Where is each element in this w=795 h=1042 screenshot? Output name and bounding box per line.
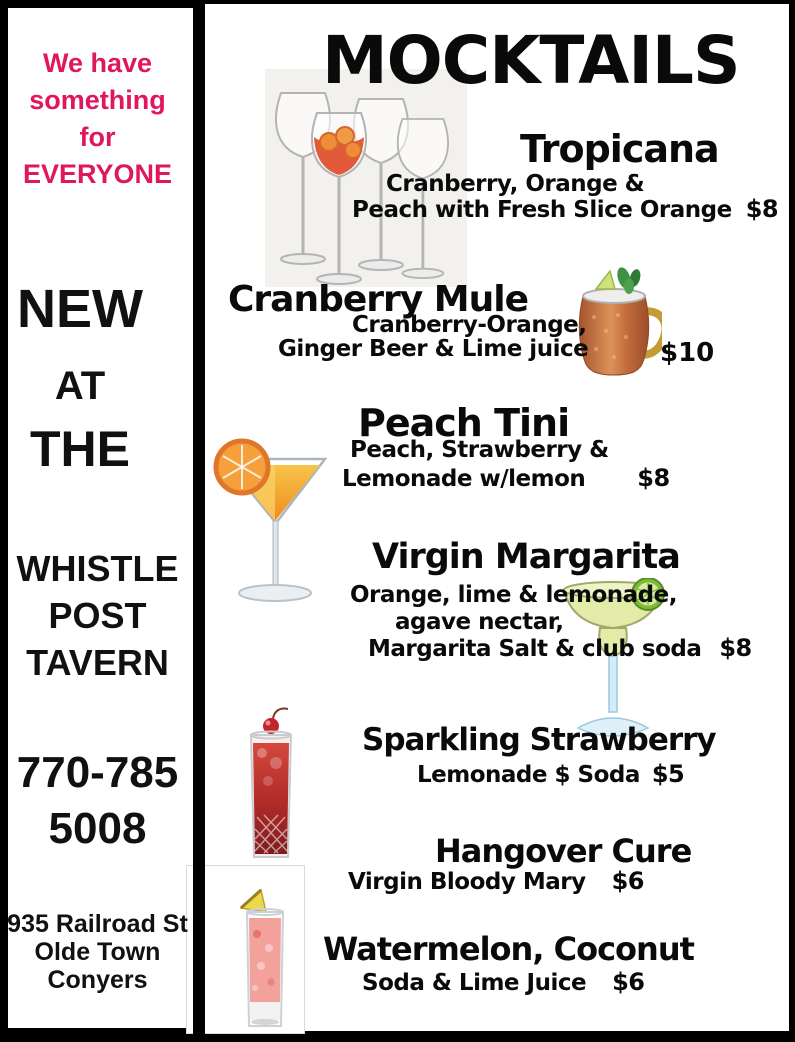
desc-text: Lemonade w/lemon [342, 466, 586, 492]
item-price-watermelon-coconut: $6 [612, 968, 645, 996]
panel-divider [193, 0, 205, 1042]
peach-martini-image [212, 423, 337, 628]
venue-whistle: WHISTLE [16, 548, 179, 589]
desc-text: Peach with Fresh Slice Orange [352, 197, 732, 223]
headline-at: AT [54, 364, 106, 408]
address-area: Olde Town [34, 938, 161, 966]
item-desc-peach-tini-2 [342, 464, 670, 492]
item-desc-sparkling-strawberry-1 [417, 760, 684, 788]
menu-title: MOCKTAILS [322, 22, 740, 99]
desc-text: Lemonade $ Soda [417, 762, 640, 788]
pink-highball-image [237, 886, 293, 1032]
desc-text: Soda & Lime Juice [362, 970, 587, 996]
phone-line-2: 5008 [48, 804, 147, 853]
lime-wedge-icon [596, 271, 615, 289]
item-desc-hangover-cure-1 [348, 867, 644, 895]
orange-slice-icon [216, 441, 268, 493]
item-name-tropicana: Tropicana [520, 127, 719, 171]
address-city: Conyers [47, 966, 148, 994]
venue-tavern: TAVERN [26, 642, 169, 683]
item-price-virgin-margarita: $8 [719, 634, 752, 662]
item-name-watermelon-coconut: Watermelon, Coconut [323, 930, 694, 968]
item-desc-virgin-margarita-1: Orange, lime & lemonade, [350, 582, 677, 608]
item-price-hangover-cure: $6 [611, 867, 644, 895]
item-name-hangover-cure: Hangover Cure [435, 832, 692, 870]
item-price-sparkling-strawberry: $5 [651, 760, 685, 788]
headline-the: THE [30, 421, 130, 477]
item-desc-tropicana-2 [352, 195, 778, 223]
tagline-line-2: something [29, 85, 166, 115]
item-name-peach-tini: Peach Tini [358, 401, 570, 445]
item-price-peach-tini: $8 [637, 464, 670, 492]
item-price-cranberry-mule: $10 [660, 338, 715, 368]
item-name-cranberry-mule: Cranberry Mule [228, 279, 528, 320]
item-desc-virgin-margarita-3 [368, 634, 752, 662]
desc-text: Virgin Bloody Mary [348, 869, 586, 895]
red-highball-image [240, 705, 302, 875]
venue-post: POST [48, 595, 147, 636]
phone-line-1: 770-785 [16, 748, 179, 797]
headline-new: NEW [17, 279, 143, 339]
item-desc-virgin-margarita-2: agave nectar, [395, 609, 564, 635]
desc-text: Margarita Salt & club soda [368, 636, 702, 662]
item-desc-cranberry-mule-2: Ginger Beer & Lime juice [278, 336, 589, 362]
item-name-virgin-margarita: Virgin Margarita [372, 537, 680, 577]
item-desc-peach-tini-1: Peach, Strawberry & [350, 437, 609, 463]
tagline-line-4: EVERYONE [22, 159, 173, 189]
cherry-stem-icon [273, 708, 288, 719]
item-desc-cranberry-mule-1: Cranberry-Orange, [352, 312, 587, 338]
address-street: 935 Railroad St [7, 910, 188, 938]
item-desc-watermelon-coconut-1 [362, 968, 645, 996]
tagline-line-3: for [79, 122, 116, 152]
item-name-sparkling-strawberry: Sparkling Strawberry [362, 722, 716, 758]
item-price-tropicana: $8 [745, 195, 779, 223]
item-desc-tropicana-1: Cranberry, Orange & [386, 171, 645, 197]
tagline-line-1: We have [42, 48, 153, 78]
